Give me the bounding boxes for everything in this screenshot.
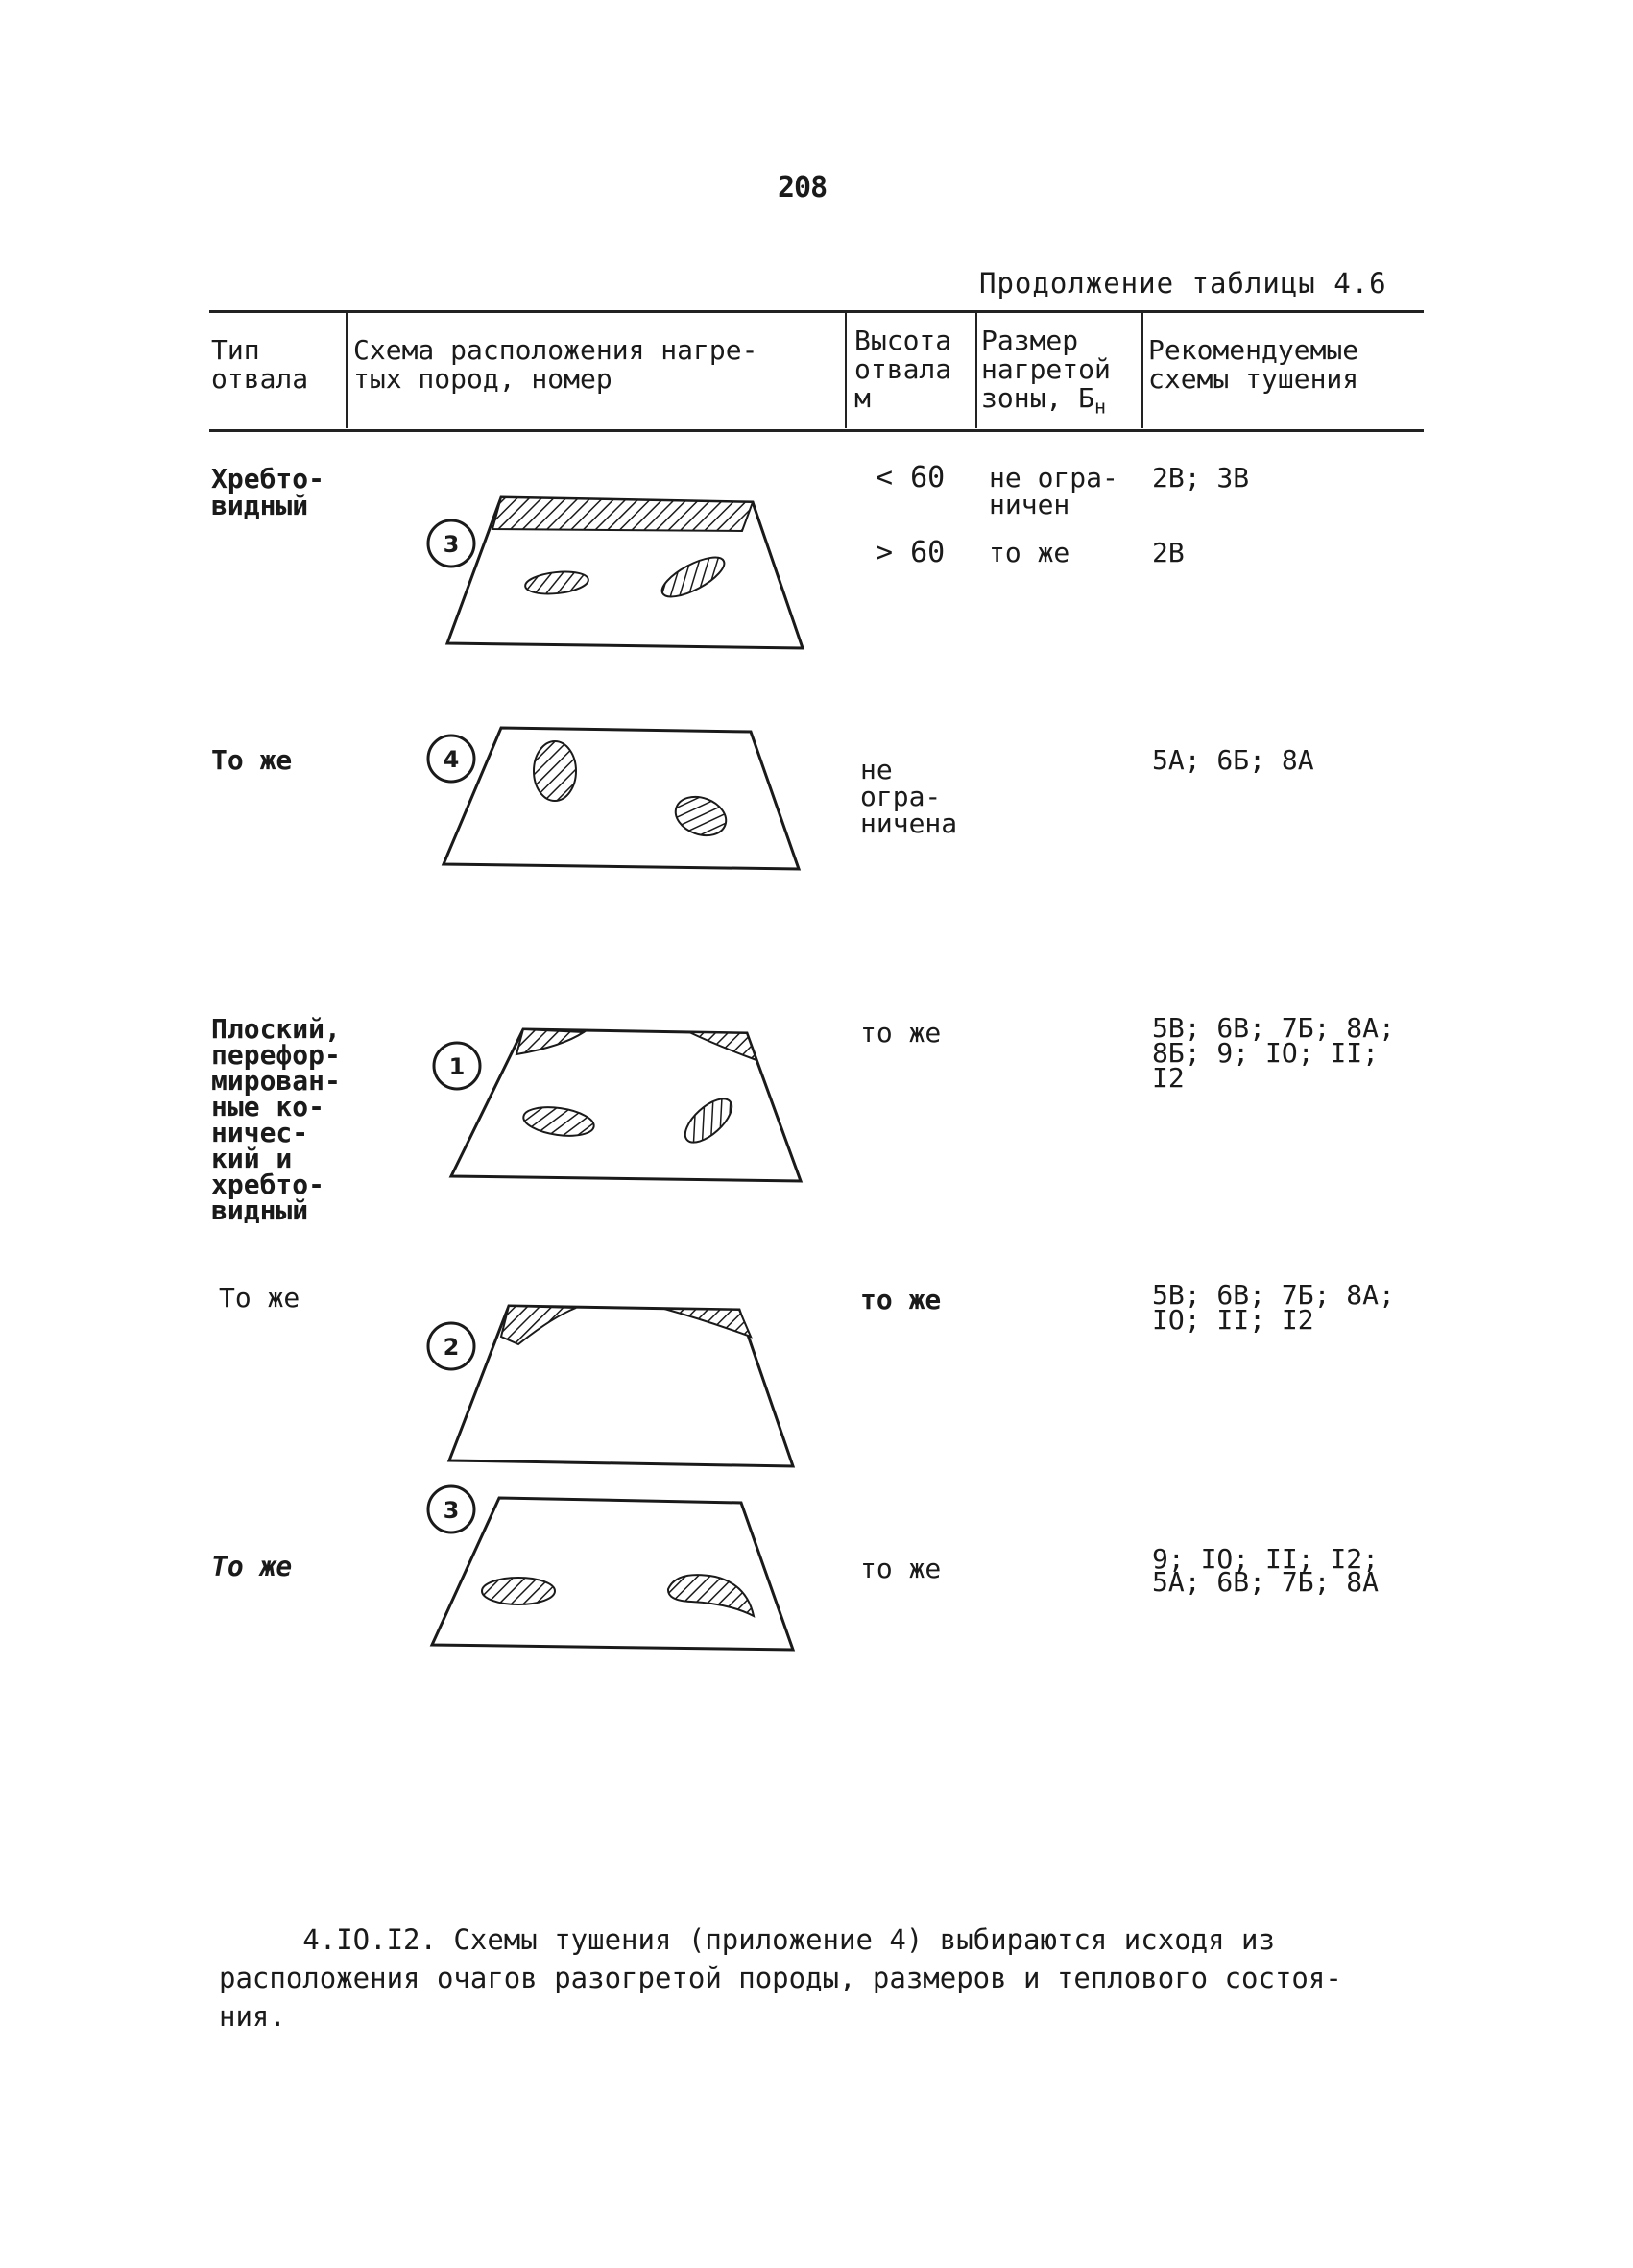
row5-height: то же bbox=[860, 1284, 942, 1315]
scheme-number-4: 4 bbox=[443, 746, 460, 773]
scheme-sketch-3b bbox=[428, 1486, 793, 1650]
row1-zone: не огра- ничен bbox=[989, 462, 1118, 520]
row6-type: То же bbox=[211, 1551, 293, 1582]
scheme-sketch-2 bbox=[428, 1306, 793, 1466]
row4-recommended: 5В; 6В; 7Б; 8А; 8Б; 9; IO; II; I2 bbox=[1152, 1012, 1395, 1094]
row2-zone: то же bbox=[989, 537, 1070, 568]
scheme-number-2: 2 bbox=[443, 1334, 460, 1361]
header-zone-subscript: н bbox=[1094, 395, 1107, 419]
scheme-number-3a: 3 bbox=[443, 531, 460, 558]
scheme-sketch-3a bbox=[428, 497, 803, 648]
row4-height: то же bbox=[860, 1017, 942, 1049]
row6-recommended: 9; IO; II; I2; 5А; 6В; 7Б; 8А bbox=[1152, 1543, 1380, 1598]
header-type: Тип отвала bbox=[211, 334, 309, 395]
table-caption: Продолжение таблицы 4.6 bbox=[979, 267, 1387, 300]
row2-height: > 60 bbox=[876, 536, 946, 569]
scheme-number-3b: 3 bbox=[443, 1497, 460, 1524]
row1-type: Хребто- видный bbox=[211, 463, 325, 521]
header-height: Высота отвала м bbox=[854, 325, 952, 414]
header-scheme: Схема расположения нагре- тых пород, номер bbox=[353, 334, 758, 395]
scheme-sketch-4 bbox=[428, 728, 799, 869]
paragraph-4-10-12: 4.IO.I2. Схемы тушения (приложение 4) выбираются исходя из расположения очагов разогретой породы, размеров и теплового состоя- ния. bbox=[219, 1923, 1342, 2033]
row6-height: то же bbox=[860, 1553, 942, 1584]
scheme-number-1: 1 bbox=[448, 1053, 466, 1080]
row3-type: То же bbox=[211, 744, 293, 776]
row5-recommended: 5В; 6В; 7Б; 8А; IO; II; I2 bbox=[1152, 1279, 1395, 1336]
scheme-sketch-1 bbox=[434, 1029, 801, 1181]
row3-height: не огра- ничена bbox=[860, 754, 958, 839]
row1-recommended: 2В; 3В bbox=[1152, 462, 1250, 494]
row2-recommended: 2В bbox=[1152, 537, 1185, 568]
row5-type: То же bbox=[219, 1282, 300, 1314]
header-zone-text: Размер нагретой зоны, Б bbox=[981, 325, 1111, 414]
page-number: 208 bbox=[778, 171, 828, 205]
row1-height: < 60 bbox=[876, 461, 946, 495]
row3-recommended: 5А; 6Б; 8А bbox=[1152, 744, 1314, 776]
row4-type: Плоский, перефор- мирован- ные ко- ничес- кий и хребто- видный bbox=[211, 1013, 341, 1226]
header-recommended: Рекомендуемые схемы тушения bbox=[1148, 334, 1359, 395]
